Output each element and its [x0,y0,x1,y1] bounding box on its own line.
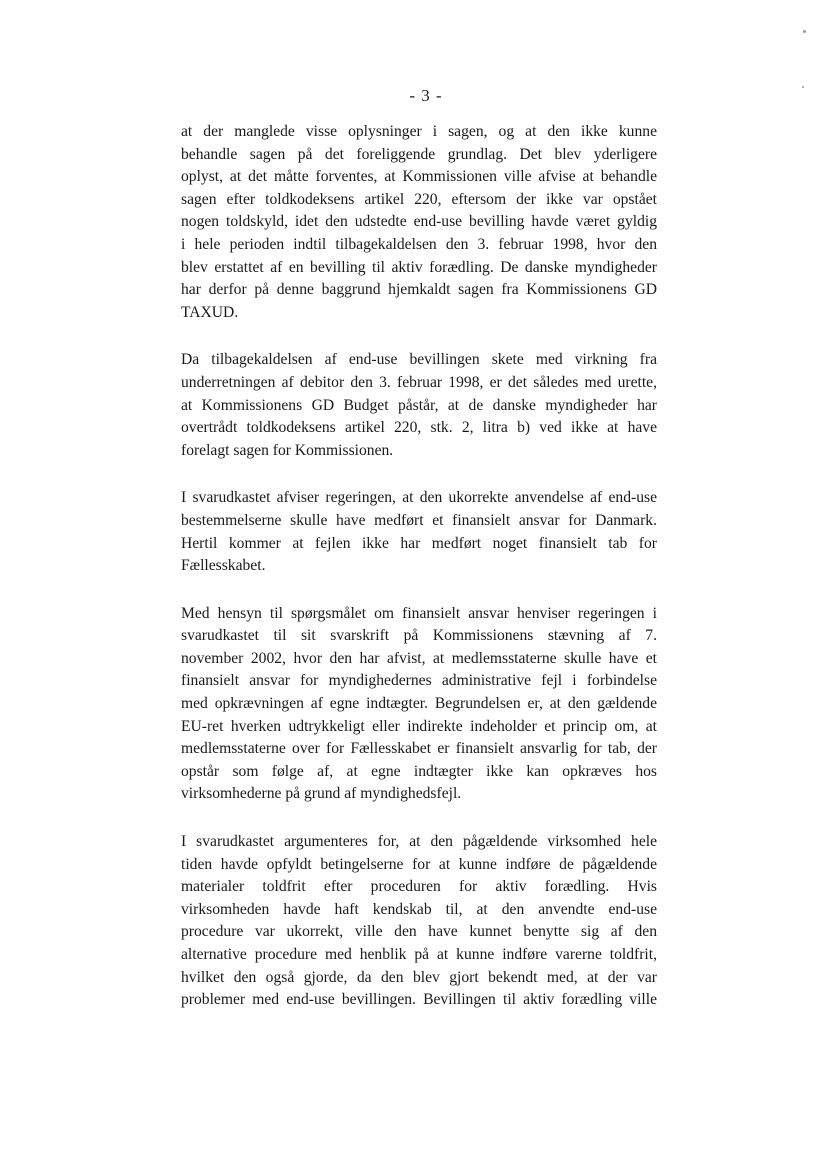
text-line: blev erstattet af en bevilling til aktiv forædling. De danske myndigheder [181,258,657,276]
scan-speck [803,30,806,33]
text-line: problemer med end-use bevillingen. Bevillingen til aktiv forædling ville [181,991,657,1009]
page-number: - 3 - [409,86,443,105]
text-line: november 2002, hvor den har afvist, at medlemsstaterne skulle have et [181,649,657,667]
text-line: i hele perioden indtil tilbagekaldelsen den 3. februar 1998, hvor den [181,235,657,253]
text-line: overtrådt toldkodeksens artikel 220, stk. 2, litra b) ved ikke at have [181,419,657,437]
text-line: opstår som følge af, at egne indtægter ikke kan opkræves hos [181,762,657,780]
text-line: tiden havde opfyldt betingelserne for at kunne indføre de pågældende [181,855,657,873]
scan-speck [802,86,804,88]
text-line: Hertil kommer at fejlen ikke har medført noget finansielt tab for [181,534,657,552]
text-line: Da tilbagekaldelsen af end-use bevillingen skete med virkning fra [181,351,657,369]
text-line: bestemmelserne skulle have medført et finansielt ansvar for Danmark. [181,511,657,529]
text-line: virksomhederne på grund af myndighedsfejl. [181,785,462,803]
text-line: alternative procedure med henblik på at kunne indføre varerne toldfrit, [181,946,657,963]
paragraph-2 [181,349,657,462]
paragraph-5 [181,831,657,1012]
text-line: med opkrævningen af egne indtægter. Begrundelsen er, at den gældende [181,695,657,713]
text-line: virksomheden havde haft kendskab til, at den anvendte end-use [181,900,657,918]
text-line: behandle sagen på det foreliggende grundlag. Det blev yderligere [181,145,657,163]
text-line: procedure var ukorrekt, ville den have kunnet benytte sig af den [181,923,657,941]
paragraph-1 [181,121,657,324]
text-line: svarudkastet til sit svarskrift på Kommissionens stævning af 7. [181,627,657,645]
text-line: finansielt ansvar for myndighedernes administrative fejl i forbindelse [181,672,657,690]
text-line: at Kommissionens GD Budget påstår, at de danske myndigheder har [181,396,657,414]
paragraph-3 [181,487,657,577]
body-text [181,121,657,1037]
text-line: I svarudkastet afviser regeringen, at den ukorrekte anvendelse af end-use [181,489,657,507]
text-line: I svarudkastet argumenteres for, at den pågældende virksomhed hele [181,833,657,851]
text-line: at der manglede visse oplysninger i sagen, og at den ikke kunne [181,123,657,140]
text-line: EU-ret hverken udtrykkeligt eller indirekte indeholder et princip om, at [181,717,657,735]
text-line: underretningen af debitor den 3. februar 1998, er det således med urette, [181,373,657,391]
text-line: har derfor på denne baggrund hjemkaldt sagen fra Kommissionens GD [181,281,657,299]
text-line: Fællesskabet. [181,557,266,575]
text-line: forelagt sagen for Kommissionen. [181,441,394,459]
paragraph-4 [181,603,657,806]
text-line: Med hensyn til spørgsmålet om finansielt ansvar henviser regeringen i [181,604,657,622]
text-line: oplyst, at det måtte forventes, at Kommissionen ville afvise at behandle [181,168,657,186]
text-line: nogen toldskyld, idet den udstedte end-use bevilling havde været gyldig [181,213,657,231]
text-line: hvilket den også gjorde, da den blev gjort bekendt med, at der var [181,968,657,986]
text-line: materialer toldfrit efter proceduren for aktiv forædling. Hvis [181,878,657,896]
text-line: TAXUD. [181,303,239,321]
text-line: sagen efter toldkodeksens artikel 220, eftersom der ikke var opstået [181,190,657,208]
text-line: medlemsstaterne over for Fællesskabet er finansielt ansvarlig for tab, der [181,740,657,758]
